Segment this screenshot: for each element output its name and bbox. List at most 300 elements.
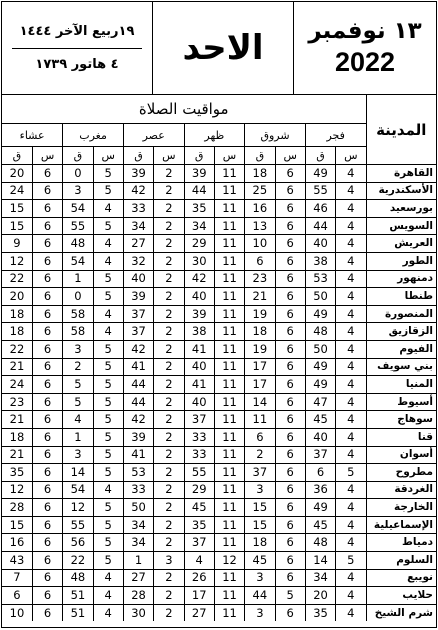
minute-cell: 45 (245, 552, 275, 570)
hour-cell: 4 (336, 516, 366, 534)
minute-cell: 13 (245, 217, 275, 235)
hour-cell: 11 (214, 604, 244, 621)
minute-cell: 3 (63, 446, 93, 464)
hour-cell: 6 (275, 217, 305, 235)
minute-cell: 50 (305, 340, 335, 358)
hour-cell: 4 (336, 376, 366, 394)
date-header (2, 2, 436, 95)
hour-cell: 6 (275, 446, 305, 464)
minute-cell: 48 (305, 534, 335, 552)
minute-cell: 22 (2, 340, 32, 358)
city-name: الخارجة (366, 499, 436, 517)
hour-cell: 6 (32, 393, 62, 411)
hour-cell: 4 (336, 587, 366, 605)
hour-cell: 4 (336, 411, 366, 429)
hour-cell: 5 (93, 217, 123, 235)
hour-cell: 6 (32, 235, 62, 253)
hour-cell: 6 (275, 305, 305, 323)
hour-cell: 6 (32, 464, 62, 482)
minute-cell: 1 (123, 552, 153, 570)
hour-cell: 2 (154, 182, 184, 200)
minute-cell: 58 (63, 323, 93, 341)
minute-cell: 15 (2, 217, 32, 235)
table-row (2, 165, 436, 183)
minute-cell: 21 (2, 358, 32, 376)
hour-cell: 5 (93, 534, 123, 552)
hour-cell: 4 (93, 481, 123, 499)
hour-cell: 5 (93, 358, 123, 376)
minute-cell: 19 (245, 305, 275, 323)
hour-cell: 6 (32, 587, 62, 605)
minute-cell: 51 (63, 604, 93, 621)
minute-cell: 42 (123, 182, 153, 200)
hour-cell: 2 (154, 235, 184, 253)
hour-cell: 6 (275, 499, 305, 517)
minute-cell: 22 (2, 270, 32, 288)
minute-cell: 28 (123, 587, 153, 605)
hour-cell: 2 (154, 569, 184, 587)
hour-cell: 6 (275, 323, 305, 341)
minute-cell: 10 (2, 604, 32, 621)
minute-cell: 48 (63, 569, 93, 587)
hour-cell: 4 (336, 252, 366, 270)
hour-cell: 11 (214, 464, 244, 482)
minute-cell: 44 (123, 376, 153, 394)
hour-cell: 4 (93, 235, 123, 253)
minute-cell: 3 (245, 569, 275, 587)
hour-cell: 6 (275, 516, 305, 534)
hour-cell: 4 (336, 569, 366, 587)
minute-cell: 30 (184, 252, 214, 270)
hour-cell: 5 (93, 499, 123, 517)
table-row (2, 217, 436, 235)
minute-cell: 38 (305, 252, 335, 270)
minute-cell: 18 (245, 323, 275, 341)
minute-cell: 34 (305, 569, 335, 587)
minute-cell: 7 (2, 569, 32, 587)
city-name: حلايب (366, 587, 436, 605)
hour-cell: 2 (154, 200, 184, 218)
hour-cell: 2 (154, 323, 184, 341)
hour-cell: 2 (154, 428, 184, 446)
minute-cell: 39 (123, 165, 153, 183)
minute-cell: 36 (305, 481, 335, 499)
hour-cell: 6 (32, 481, 62, 499)
hour-cell: 5 (93, 428, 123, 446)
hour-cell: 2 (154, 446, 184, 464)
minute-cell: 39 (123, 428, 153, 446)
hour-cell: 12 (214, 552, 244, 570)
minute-cell: 17 (245, 376, 275, 394)
hour-cell: 4 (336, 446, 366, 464)
city-name: الفيوم (366, 340, 436, 358)
hour-cell: 11 (214, 235, 244, 253)
minute-cell: 3 (63, 340, 93, 358)
hour-cell: 4 (336, 534, 366, 552)
minute-cell: 44 (305, 217, 335, 235)
minute-cell: 48 (63, 235, 93, 253)
hour-cell: 2 (154, 358, 184, 376)
minute-cell: 56 (63, 534, 93, 552)
minute-cell: 40 (184, 358, 214, 376)
hour-cell: 4 (336, 393, 366, 411)
minute-cell: 40 (184, 393, 214, 411)
table-row (2, 288, 436, 306)
gregorian-date-box (293, 2, 436, 94)
unit-minute: ق (2, 147, 32, 165)
hour-cell: 6 (275, 200, 305, 218)
minute-cell: 40 (184, 288, 214, 306)
hour-cell: 6 (32, 323, 62, 341)
minute-cell: 6 (305, 464, 335, 482)
minute-cell: 29 (184, 481, 214, 499)
hour-cell: 5 (336, 464, 366, 482)
minute-cell: 18 (245, 534, 275, 552)
minute-cell: 35 (184, 200, 214, 218)
hour-cell: 11 (214, 252, 244, 270)
table-row (2, 235, 436, 253)
city-name: العريش (366, 235, 436, 253)
city-name: طنطا (366, 288, 436, 306)
city-name: المنيا (366, 376, 436, 394)
hour-cell: 11 (214, 569, 244, 587)
calendar-page (1, 1, 437, 628)
table-row (2, 270, 436, 288)
minute-cell: 41 (184, 376, 214, 394)
minute-cell: 38 (184, 323, 214, 341)
hour-cell: 11 (214, 200, 244, 218)
minute-cell: 40 (305, 235, 335, 253)
hour-cell: 11 (214, 411, 244, 429)
minute-cell: 14 (63, 464, 93, 482)
unit-hour: س (336, 147, 366, 165)
minute-cell: 49 (305, 358, 335, 376)
hour-cell: 4 (336, 323, 366, 341)
minute-cell: 16 (245, 200, 275, 218)
city-name: الأسكندرية (366, 182, 436, 200)
minute-cell: 45 (184, 499, 214, 517)
minute-cell: 49 (305, 376, 335, 394)
hour-cell: 2 (154, 305, 184, 323)
minute-cell: 37 (123, 305, 153, 323)
hour-cell: 11 (214, 393, 244, 411)
hour-cell: 6 (275, 252, 305, 270)
hour-cell: 4 (336, 235, 366, 253)
minute-cell: 33 (123, 200, 153, 218)
minute-cell: 41 (123, 446, 153, 464)
minute-cell: 41 (184, 340, 214, 358)
hijri-date: ١٩ربيع الآخر ١٤٤٤ (19, 23, 135, 39)
prayer-times-body (2, 165, 436, 622)
minute-cell: 29 (184, 235, 214, 253)
hour-cell: 6 (32, 569, 62, 587)
hour-cell: 5 (93, 516, 123, 534)
minute-cell: 49 (305, 499, 335, 517)
minute-cell: 20 (305, 587, 335, 605)
minute-cell: 41 (123, 358, 153, 376)
city-name: قنا (366, 428, 436, 446)
minute-cell: 39 (123, 288, 153, 306)
hour-cell: 4 (93, 252, 123, 270)
table-row (2, 200, 436, 218)
minute-cell: 33 (123, 481, 153, 499)
city-name: مطروح (366, 464, 436, 482)
unit-hour: س (32, 147, 62, 165)
minute-cell: 45 (305, 516, 335, 534)
minute-cell: 0 (63, 165, 93, 183)
table-row (2, 587, 436, 605)
city-name: سوهاج (366, 411, 436, 429)
hour-cell: 6 (275, 552, 305, 570)
hour-cell: 6 (275, 481, 305, 499)
minute-cell: 37 (123, 323, 153, 341)
hour-cell: 2 (154, 376, 184, 394)
minute-cell: 35 (184, 516, 214, 534)
minute-cell: 48 (305, 323, 335, 341)
hour-cell: 6 (275, 411, 305, 429)
unit-hour: س (93, 147, 123, 165)
hour-cell: 6 (32, 534, 62, 552)
hour-cell: 2 (154, 411, 184, 429)
hour-cell: 2 (154, 604, 184, 621)
coptic-date: ٤ هاتور ١٧٣٩ (35, 56, 119, 72)
city-name: الإسماعيلية (366, 516, 436, 534)
gregorian-year: 2022 (334, 47, 396, 77)
minute-cell: 6 (245, 428, 275, 446)
minute-cell: 37 (245, 464, 275, 482)
minute-cell: 12 (63, 499, 93, 517)
minute-cell: 21 (2, 446, 32, 464)
minute-cell: 22 (63, 552, 93, 570)
city-name: نويبع (366, 569, 436, 587)
table-row (2, 411, 436, 429)
hour-cell: 4 (93, 587, 123, 605)
hour-cell: 5 (93, 393, 123, 411)
table-row (2, 305, 436, 323)
minute-cell: 33 (184, 428, 214, 446)
hour-cell: 4 (336, 305, 366, 323)
hour-cell: 2 (154, 499, 184, 517)
hour-cell: 6 (32, 305, 62, 323)
hour-cell: 6 (275, 165, 305, 183)
minute-cell: 37 (184, 411, 214, 429)
prayer-header: عصر (123, 124, 184, 147)
minute-cell: 18 (2, 428, 32, 446)
minute-cell: 37 (305, 446, 335, 464)
minute-cell: 12 (2, 252, 32, 270)
hour-cell: 6 (32, 552, 62, 570)
minute-cell: 5 (63, 376, 93, 394)
minute-cell: 35 (305, 604, 335, 621)
hour-cell: 4 (336, 604, 366, 621)
table-row (2, 446, 436, 464)
city-name: شرم الشيخ (366, 604, 436, 621)
hour-cell: 11 (214, 358, 244, 376)
city-name: أسيوط (366, 393, 436, 411)
hour-cell: 6 (32, 165, 62, 183)
table-row (2, 376, 436, 394)
table-row (2, 252, 436, 270)
hour-cell: 6 (32, 252, 62, 270)
minute-cell: 50 (305, 288, 335, 306)
hour-cell: 6 (32, 516, 62, 534)
minute-cell: 35 (2, 464, 32, 482)
minute-cell: 23 (245, 270, 275, 288)
minute-cell: 40 (123, 270, 153, 288)
unit-hour: س (214, 147, 244, 165)
minute-cell: 15 (2, 516, 32, 534)
hour-cell: 2 (154, 270, 184, 288)
hour-cell: 2 (154, 534, 184, 552)
unit-minute: ق (63, 147, 93, 165)
hour-cell: 2 (154, 288, 184, 306)
hour-cell: 6 (275, 604, 305, 621)
minute-cell: 55 (63, 217, 93, 235)
table-row (2, 604, 436, 621)
minute-cell: 54 (63, 481, 93, 499)
minute-cell: 46 (305, 200, 335, 218)
minute-cell: 49 (305, 305, 335, 323)
hour-cell: 6 (32, 376, 62, 394)
city-name: المنصورة (366, 305, 436, 323)
minute-cell: 14 (245, 393, 275, 411)
table-row (2, 464, 436, 482)
hour-cell: 11 (214, 165, 244, 183)
hour-cell: 2 (154, 165, 184, 183)
minute-cell: 33 (184, 446, 214, 464)
city-name: بورسعيد (366, 200, 436, 218)
unit-hour: س (154, 147, 184, 165)
hour-cell: 5 (93, 464, 123, 482)
hour-cell: 5 (93, 165, 123, 183)
minute-cell: 34 (123, 534, 153, 552)
minute-cell: 43 (2, 552, 32, 570)
hijri-coptic-date-box (2, 2, 153, 94)
hour-cell: 6 (32, 446, 62, 464)
minute-cell: 44 (184, 182, 214, 200)
minute-cell: 34 (123, 516, 153, 534)
minute-cell: 24 (2, 376, 32, 394)
minute-cell: 18 (2, 305, 32, 323)
minute-cell: 3 (245, 604, 275, 621)
city-name: دمنهور (366, 270, 436, 288)
minute-cell: 12 (2, 481, 32, 499)
hour-cell: 6 (32, 604, 62, 621)
minute-cell: 3 (63, 182, 93, 200)
hour-cell: 11 (214, 428, 244, 446)
hour-cell: 4 (336, 288, 366, 306)
hour-cell: 4 (93, 305, 123, 323)
table-row (2, 428, 436, 446)
hour-cell: 5 (93, 411, 123, 429)
hour-cell: 11 (214, 516, 244, 534)
hour-cell: 2 (154, 217, 184, 235)
hour-cell: 6 (32, 499, 62, 517)
city-name: السلوم (366, 552, 436, 570)
minute-cell: 26 (184, 569, 214, 587)
minute-cell: 23 (2, 393, 32, 411)
minute-cell: 44 (123, 393, 153, 411)
hour-cell: 6 (275, 428, 305, 446)
prayer-header: ظهر (184, 124, 245, 147)
table-row (2, 358, 436, 376)
minute-cell: 40 (305, 428, 335, 446)
minute-cell: 53 (123, 464, 153, 482)
hour-cell: 6 (275, 182, 305, 200)
minute-cell: 15 (245, 516, 275, 534)
gregorian-day-month: ١٣ نوفمبر (308, 18, 422, 44)
prayer-header: فجر (305, 124, 366, 147)
minute-cell: 54 (63, 200, 93, 218)
prayer-header: شروق (245, 124, 306, 147)
hour-cell: 11 (214, 305, 244, 323)
minute-cell: 25 (245, 182, 275, 200)
prayer-header: عشاء (2, 124, 63, 147)
hour-cell: 4 (93, 200, 123, 218)
minute-cell: 1 (63, 270, 93, 288)
hour-cell: 11 (214, 340, 244, 358)
unit-minute: ق (245, 147, 275, 165)
hour-cell: 6 (275, 340, 305, 358)
hour-cell: 5 (93, 552, 123, 570)
hour-cell: 6 (275, 464, 305, 482)
hour-cell: 4 (336, 428, 366, 446)
minute-cell: 55 (63, 516, 93, 534)
minute-cell: 55 (305, 182, 335, 200)
minute-cell: 2 (63, 358, 93, 376)
hour-cell: 11 (214, 587, 244, 605)
unit-minute: ق (123, 147, 153, 165)
minute-cell: 0 (63, 288, 93, 306)
minute-cell: 39 (184, 165, 214, 183)
table-row (2, 182, 436, 200)
hour-cell: 4 (336, 340, 366, 358)
hour-cell: 3 (154, 552, 184, 570)
table-row (2, 499, 436, 517)
hour-cell: 2 (154, 252, 184, 270)
prayer-header: مغرب (63, 124, 124, 147)
hour-cell: 5 (93, 376, 123, 394)
unit-minute: ق (305, 147, 335, 165)
minute-cell: 53 (305, 270, 335, 288)
table-row (2, 323, 436, 341)
hour-cell: 11 (214, 288, 244, 306)
hour-cell: 6 (32, 428, 62, 446)
minute-cell: 11 (245, 411, 275, 429)
hour-cell: 5 (93, 340, 123, 358)
minute-cell: 15 (2, 200, 32, 218)
minute-cell: 18 (245, 165, 275, 183)
hour-cell: 4 (336, 217, 366, 235)
unit-minute: ق (184, 147, 214, 165)
hour-cell: 11 (214, 217, 244, 235)
minute-cell: 44 (245, 587, 275, 605)
minute-cell: 15 (245, 499, 275, 517)
hour-cell: 11 (214, 270, 244, 288)
minute-cell: 20 (2, 165, 32, 183)
hour-cell: 6 (275, 376, 305, 394)
minute-cell: 18 (2, 323, 32, 341)
hour-cell: 11 (214, 376, 244, 394)
hour-cell: 4 (336, 358, 366, 376)
table-row (2, 393, 436, 411)
hour-cell: 4 (336, 481, 366, 499)
minute-cell: 3 (245, 481, 275, 499)
minute-cell: 14 (305, 552, 335, 570)
minute-cell: 6 (2, 587, 32, 605)
minute-cell: 20 (2, 288, 32, 306)
hour-cell: 4 (93, 569, 123, 587)
